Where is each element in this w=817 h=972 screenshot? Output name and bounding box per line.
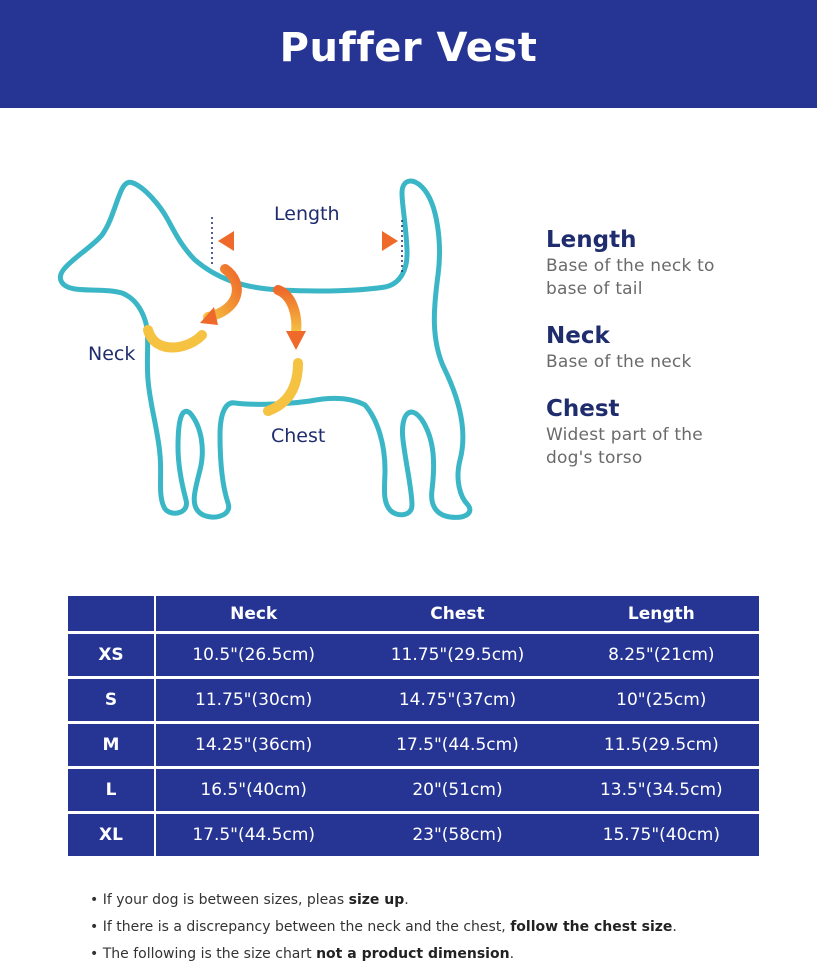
note-end: . (404, 892, 409, 908)
legend-title: Length (546, 227, 637, 253)
length-value: 15.75"(40cm) (564, 814, 759, 856)
legend-desc: dog's torso (546, 448, 643, 468)
length-value: 13.5"(34.5cm) (564, 769, 759, 811)
header-banner (0, 0, 817, 108)
note-text: • The following is the size chart (90, 946, 317, 962)
size-label: XS (68, 634, 156, 676)
note-emphasis: size up (348, 892, 405, 908)
note-text: • If there is a discrepancy between the neck and the chest, (90, 919, 511, 935)
chest-value: 17.5"(44.5cm) (351, 724, 563, 766)
header-chest: Chest (351, 596, 563, 631)
note-text: • If your dog is between sizes, pleas (90, 892, 349, 908)
header-length: Length (564, 596, 759, 631)
neck-band-arrow (148, 269, 237, 348)
size-label: XL (68, 814, 156, 856)
sizing-notes (90, 889, 677, 970)
length-arrow (218, 231, 398, 251)
size-label: L (68, 769, 156, 811)
diagram-label-length: Length (274, 203, 340, 225)
chest-value: 11.75"(29.5cm) (351, 634, 563, 676)
legend-desc: Base of the neck to (546, 256, 715, 276)
diagram-label-neck: Neck (88, 343, 136, 365)
neck-value: 14.25"(36cm) (156, 724, 351, 766)
table-row (68, 769, 759, 811)
note-item (90, 889, 677, 916)
legend-desc: Base of the neck (546, 352, 692, 372)
size-label: M (68, 724, 156, 766)
chest-value: 20"(51cm) (351, 769, 563, 811)
length-value: 11.5(29.5cm) (564, 724, 759, 766)
legend-desc: base of tail (546, 279, 643, 299)
note-emphasis: follow the chest size (510, 919, 673, 935)
page-title: Puffer Vest (279, 25, 538, 71)
note-end: . (672, 919, 677, 935)
neck-value: 16.5"(40cm) (156, 769, 351, 811)
table-row (68, 679, 759, 721)
length-value: 10"(25cm) (564, 679, 759, 721)
table-header-row (68, 596, 759, 631)
length-value: 8.25"(21cm) (564, 634, 759, 676)
header-corner (68, 596, 156, 631)
table-row (68, 814, 759, 856)
legend-item-neck (546, 321, 806, 374)
legend-item-chest (546, 394, 806, 470)
neck-value: 17.5"(44.5cm) (156, 814, 351, 856)
header-neck: Neck (156, 596, 351, 631)
chest-value: 23"(58cm) (351, 814, 563, 856)
size-chart-table (68, 593, 759, 859)
note-item (90, 943, 677, 970)
note-emphasis: not a product dimension (316, 946, 510, 962)
note-item (90, 916, 677, 943)
size-label: S (68, 679, 156, 721)
dog-measurement-diagram (40, 165, 520, 535)
chest-value: 14.75"(37cm) (351, 679, 563, 721)
legend-desc: Widest part of the (546, 425, 703, 445)
diagram-label-chest: Chest (271, 425, 326, 447)
note-end: . (509, 946, 515, 962)
measurement-legend (546, 225, 806, 490)
neck-value: 11.75"(30cm) (156, 679, 351, 721)
legend-title: Neck (546, 323, 610, 349)
table-row (68, 634, 759, 676)
table-row (68, 724, 759, 766)
chest-band-arrow (268, 290, 306, 411)
legend-item-length (546, 225, 806, 301)
legend-title: Chest (546, 396, 620, 422)
neck-value: 10.5"(26.5cm) (156, 634, 351, 676)
